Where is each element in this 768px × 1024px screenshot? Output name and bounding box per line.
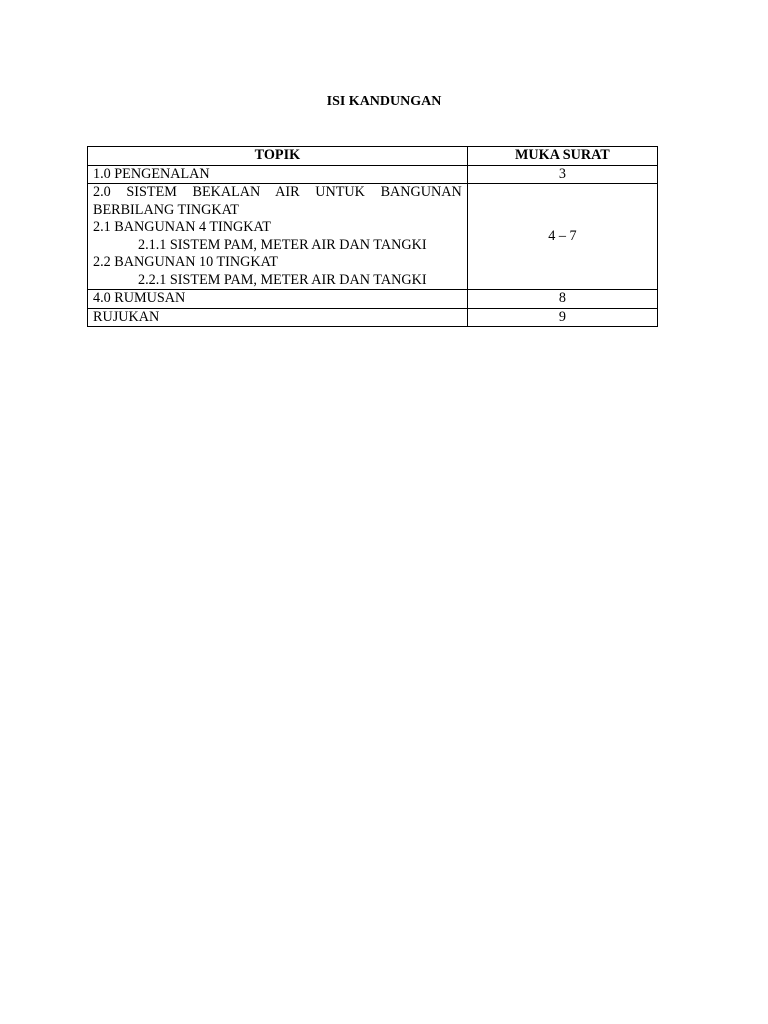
document-title: ISI KANDUNGAN — [326, 94, 442, 109]
topic-line: BERBILANG TINGKAT — [93, 201, 239, 218]
page-number: 8 — [467, 290, 657, 309]
table-row — [88, 165, 658, 184]
topic-line: RUJUKAN — [93, 308, 160, 325]
page-number: 9 — [467, 308, 657, 327]
topic-cell — [88, 308, 468, 327]
topic-cell — [88, 165, 468, 184]
topic-line: 4.0 RUMUSAN — [93, 290, 186, 306]
topic-cell — [88, 290, 468, 309]
page-number: 4 – 7 — [467, 184, 657, 290]
subtopic-line: 2.1 BANGUNAN 4 TINGKAT — [93, 219, 271, 235]
subsubtopic-line: 2.2.1 SISTEM PAM, METER AIR DAN TANGKI — [138, 271, 427, 288]
subsubtopic-line: 2.1.1 SISTEM PAM, METER AIR DAN TANGKI — [138, 236, 427, 253]
table-row — [88, 290, 658, 309]
topic-line: 2.0 SISTEM BEKALAN AIR UNTUK BANGUNAN — [93, 184, 462, 200]
table-of-contents — [87, 146, 658, 327]
page-number: 3 — [467, 165, 657, 184]
topic-line: 1.0 PENGENALAN — [93, 165, 210, 182]
header-page: MUKA SURAT — [467, 147, 657, 166]
subtopic-line: 2.2 BANGUNAN 10 TINGKAT — [93, 254, 278, 270]
table-header-row — [88, 147, 658, 166]
header-topic: TOPIK — [88, 147, 468, 166]
table-row — [88, 308, 658, 327]
topic-cell — [88, 184, 468, 290]
table-row — [88, 184, 658, 290]
